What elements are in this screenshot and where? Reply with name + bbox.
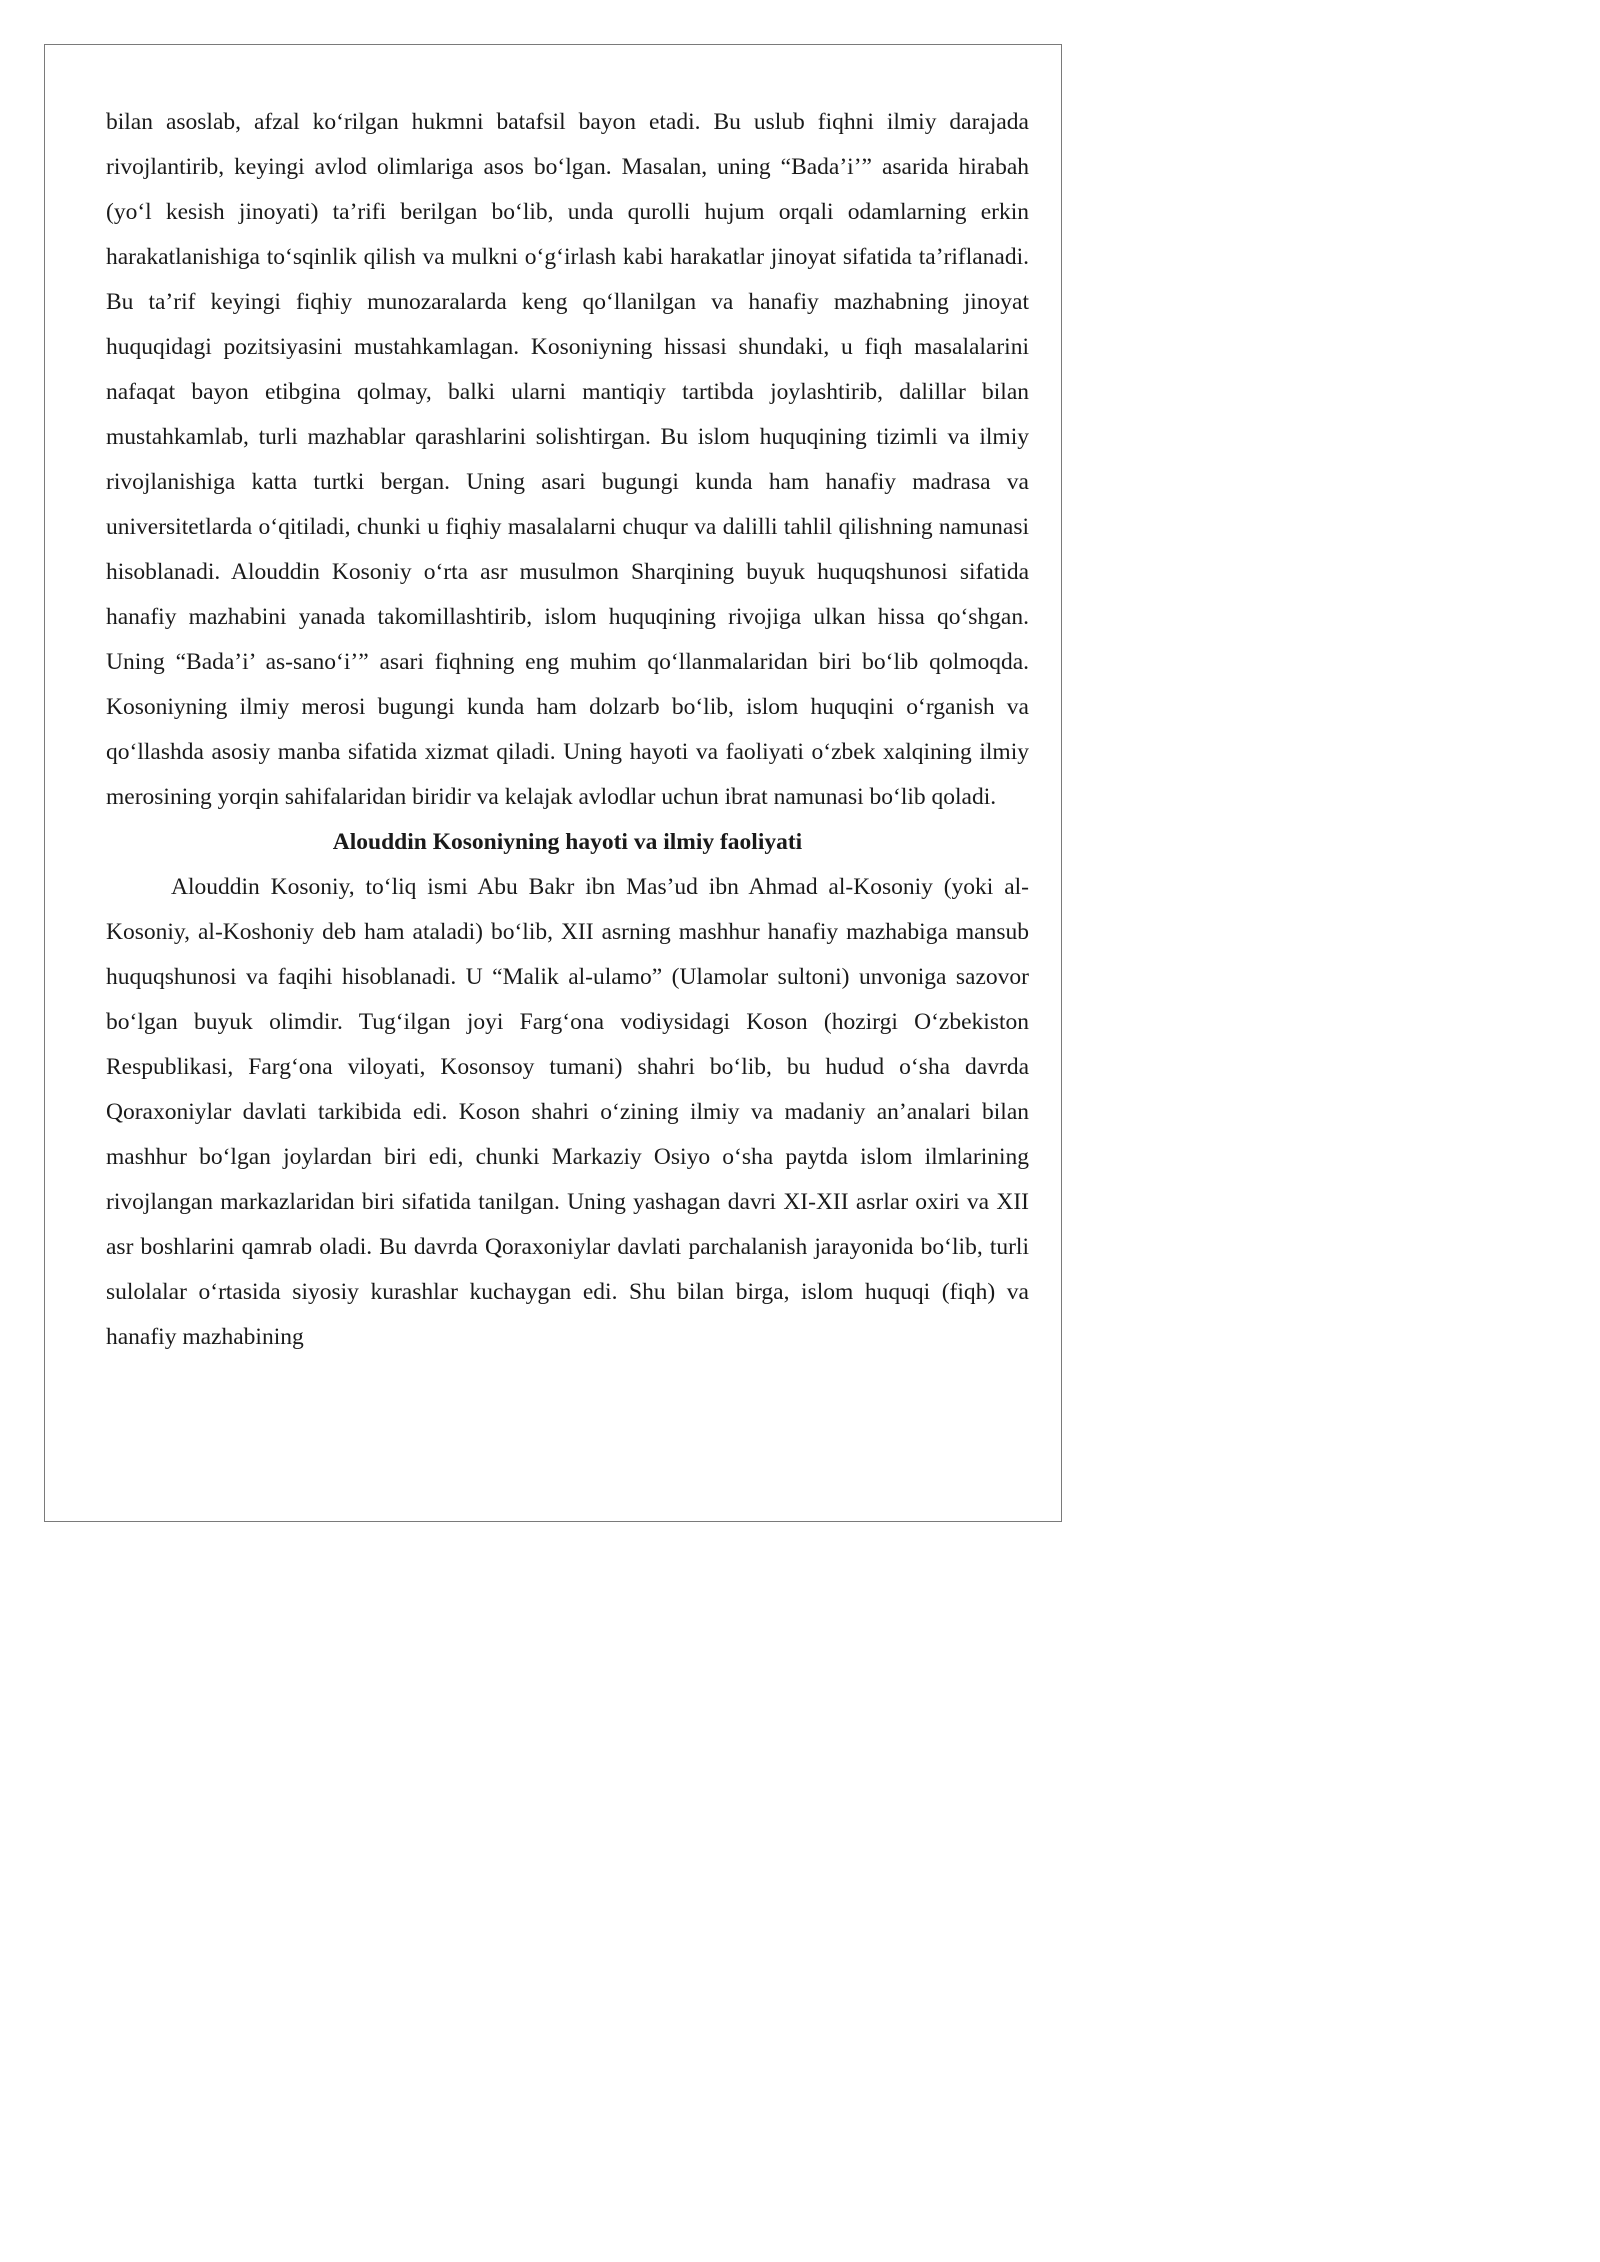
document-body [106, 100, 1029, 1360]
paragraph-continuation: bilan asoslab, afzal ko‘rilgan hukmni batafsil bayon etadi. Bu uslub fiqhni ilmiy darajada rivojlantirib, keyingi avlod olimlariga asos bo‘lgan. Masalan, uning “Bada’i’” asarida hirabah (yo‘l kesish jinoyati) ta’rifi berilgan bo‘lib, unda qurolli hujum orqali odamlarning erkin harakatlanishiga to‘sqinlik qilish va mulkni o‘g‘irlash kabi harakatlar jinoyat sifatida ta’riflanadi. Bu ta’rif keyingi fiqhiy munozaralarda keng qo‘llanilgan va hanafiy mazhabning jinoyat huquqidagi pozitsiyasini mustahkamlagan. Kosoniyning hissasi shundaki, u fiqh masalalarini nafaqat bayon etibgina qolmay, balki ularni mantiqiy tartibda joylashtirib, dalillar bilan mustahkamlab, turli mazhablar qarashlarini solishtirgan. Bu islom huquqining tizimli va ilmiy rivojlanishiga katta turtki bergan. Uning asari bugungi kunda ham hanafiy madrasa va universitetlarda o‘qitiladi, chunki u fiqhiy masalalarni chuqur va dalilli tahlil qilishning namunasi hisoblanadi. Alouddin Kosoniy o‘rta asr musulmon Sharqining buyuk huquqshunosi sifatida hanafiy mazhabini yanada takomillashtirib, islom huquqining rivojiga ulkan hissa qo‘shgan. Uning “Bada’i’ as-sano‘i’” asari fiqhning eng muhim qo‘llanmalaridan biri bo‘lib qolmoqda. Kosoniyning ilmiy merosi bugungi kunda ham dolzarb bo‘lib, islom huquqini o‘rganish va qo‘llashda asosiy manba sifatida xizmat qiladi. Uning hayoti va faoliyati o‘zbek xalqining ilmiy merosining yorqin sahifalaridan biridir va kelajak avlodlar uchun ibrat namunasi bo‘lib qoladi. [106, 109, 1029, 810]
paragraph-biography: Alouddin Kosoniy, to‘liq ismi Abu Bakr ibn Mas’ud ibn Ahmad al-Kosoniy (yoki al-Kosoniy, al-Koshoniy deb ham ataladi) bo‘lib, XII asrning mashhur hanafiy mazhabiga mansub huquqshunosi va faqihi hisoblanadi. U “Malik al-ulamo” (Ulamolar sultoni) unvoniga sazovor bo‘lgan buyuk olimdir. Tug‘ilgan joyi Farg‘ona vodiysidagi Koson (hozirgi O‘zbekiston Respublikasi, Farg‘ona viloyati, Kosonsoy tumani) shahri bo‘lib, bu hudud o‘sha davrda Qoraxoniylar davlati tarkibida edi. Koson shahri o‘zining ilmiy va madaniy an’analari bilan mashhur bo‘lgan joylardan biri edi, chunki Markaziy Osiyo o‘sha paytda islom ilmlarining rivojlangan markazlaridan biri sifatida tanilgan. Uning yashagan davri XI-XII asrlar oxiri va XII asr boshlarini qamrab oladi. Bu davrda Qoraxoniylar davlati parchalanish jarayonida bo‘lib, turli sulolalar o‘rtasida siyosiy kurashlar kuchaygan edi. Shu bilan birga, islom huquqi (fiqh) va hanafiy mazhabining [106, 874, 1029, 1350]
section-heading: Alouddin Kosoniyning hayoti va ilmiy faoliyati [332, 829, 803, 855]
